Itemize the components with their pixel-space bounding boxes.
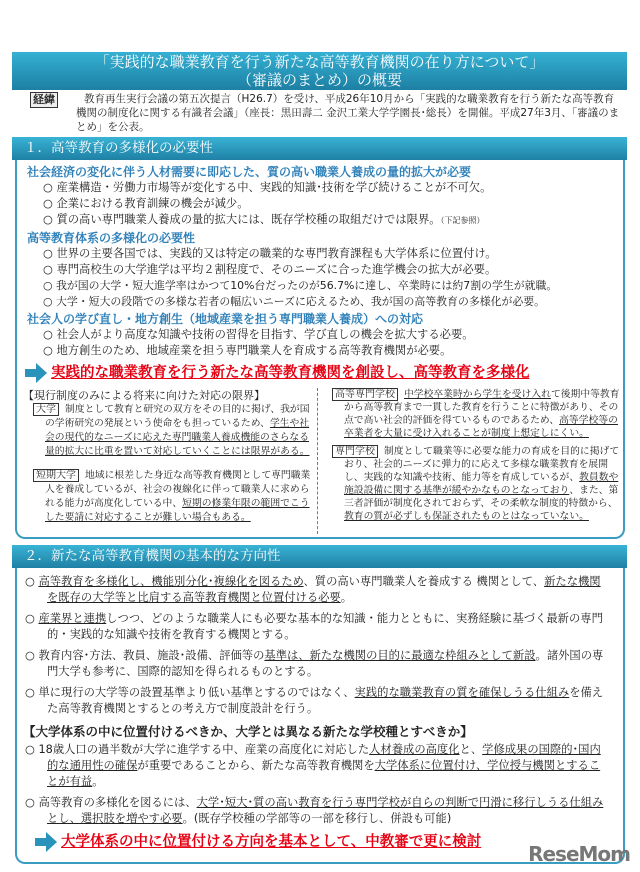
limit-kosen [332,388,621,440]
list-item: ○ 専門高校生の大学進学は平均２割程度で、そのニーズに合った進学機会の拡大が必要。 [43,263,497,276]
text-segment: ○ [25,575,39,588]
arrow-right-icon [25,363,47,383]
text-segment: が重要であることから、新たな高等教育機関を [137,759,375,772]
tag-kosen: 高等専門学校 [332,388,398,401]
see-below-note: （下記参照） [440,216,485,225]
text-segment: を備えた高等教育機関とするとの考え方で制度設計を行う。 [47,686,604,715]
tag-junior-college: 短期大学 [33,469,79,482]
text-segment: しつつ、どのような職業人にも必要な基本的な知識・能力とともに、実務経験に基づく最新の専門的・実践的な知識や技術を教育する機関とする。 [47,612,603,641]
text-segment: 。諸外国の専門大学も参考に、国際的認知を得られるものとする。 [47,649,604,678]
background-tag: 経緯 [30,92,58,108]
question-heading: 【大学体系の中に位置付けるべきか、大学とは異なる新たな学校種とすべきか】 [23,724,473,739]
background-note [30,92,620,134]
group-demand [17,164,623,229]
underlined-text: 短期の修業年限の範囲でこうした要請に対応することが難しい場合もある。 [45,498,310,523]
text-segment: 。(既存学校種の学部等の一部を移行し、併設も可能) [182,812,452,825]
underlined-text: 中学校卒業時から学生を受け入れ [404,389,551,400]
limits-right-column [317,388,621,534]
list-item: ○ 我が国の大学・短大進学率はかつて10%台だったのが56.7%に達し、卒業時には約7割の学生が就職。 [43,279,558,292]
list-item: ○ 大学・短大の段階での多様な若者の幅広いニーズに応えるため、我が国の高等教育の多様化が必要。 [43,295,546,308]
list-item-text: ○ 質の高い専門職業人養成の量的拡大には、既存学校種の取組だけでは限界。 [43,213,441,226]
list-item [25,742,611,790]
underlined-text: 大学･短大･質の高い教育を行う専門学校が自らの判断で円滑に移行しうる仕組みとし、選択肢を増やす必要 [47,796,604,825]
underlined-text: 実践的な職業教育の質を確保しうる仕組み [354,686,570,699]
title-line2: （審議のまとめ）の概要 [236,71,402,89]
text-body [45,470,310,523]
underlined-text: 人材養成の高度化 [369,743,460,756]
underlined-text: 新たな機関を既存の大学等と比肩する高等教育機関と位置付ける必要 [47,575,601,604]
underlined-text: 教育の質が必ずしも保証されたものとはなっていない。 [344,511,589,522]
underlined-text: 高等教育を多様化し、機能別分化･複線化を図るため [38,575,304,588]
group-diversification [17,230,623,310]
limit-junior-college [33,469,315,525]
underlined-text: 大学体系に位置付け、学位授与機関とすることが有益 [47,759,601,788]
limits-panel [23,388,623,534]
text-segment: ○ 高等教育の多様化を図るには、 [25,796,197,809]
underlined-text: 高等学校等の卒業者を大量に受け入れることが制度上想定しにくい。 [344,415,618,439]
group-heading: 社会人の学び直し・地方創生（地域産業を担う専門職業人養成）への対応 [27,312,424,326]
tag-university: 大学 [33,403,59,416]
text-segment: ○ 単に現行の大学等の設置基準より低い基準とするのではなく、 [25,686,355,699]
underlined-text: 学生や社会の現代的なニーズに応えた専門職業人養成機能のさらなる量的拡大に比重を置いて対応していくことには限界がある。 [45,418,310,457]
list-item: ○ 企業における教育訓練の機会が減少。 [43,197,249,210]
section2-header: ２．新たな高等教育機関の基本的な方向性 [12,545,627,568]
resemom-logo: ReseMom [528,842,630,866]
text-segment: 制度として職業等に必要な能力の育成を目的に掲げており、社会的ニーズに弾力的に応えて多様な職業教育を展開し、実践的な知識や技術、能力等を育成しているが、 [344,446,620,483]
limit-university [33,403,315,459]
group-heading: 高等教育体系の多様化の必要性 [27,231,196,245]
arrow-right-icon [35,832,57,852]
conclusion-text: 実践的な職業教育を行う新たな高等教育機関を創設し、高等教育を多様化 [51,365,530,381]
list-item [25,795,611,827]
limit-senmon [332,445,621,523]
text-segment: 。 [92,775,104,788]
conclusion-text: 大学体系の中に位置付ける方向を基本として、中教審で更に検討 [61,834,482,850]
text-segment: 地域に根差した身近な高等教育機関として専門職業人を養成しているが、社会の複線化に伴って職業人に求められる能力が高度化している中、 [45,470,311,509]
section2-box [15,568,625,864]
tag-senmon: 専門学校 [332,445,378,458]
group-relearning [17,311,623,359]
list-item [25,685,611,717]
text-segment: 制度として教育と研究の双方をその目的に掲げ、我が国の学術研究の発展という使命をも担っているため、 [45,404,310,429]
list-item [25,648,611,680]
group-heading: 社会経済の変化に伴う人材需要に即応した、質の高い職業人養成の量的拡大が必要 [27,165,472,179]
section1-conclusion [25,362,623,384]
text-segment: 、また、第三者評価が制度化されておらず、その柔軟な制度的特徴から、 [344,485,619,509]
list-item: ○ 地方創生のため、地域産業を担う専門職業人を育成する高等教育機関が必要。 [43,344,452,357]
text-segment: と、 [459,743,483,756]
text-body [344,446,619,522]
title-banner [12,52,627,90]
underlined-text: 学修成果の国際的･国内的な通用性の確保 [47,743,601,772]
list-item [43,212,623,229]
text-segment: 。 [340,591,353,604]
underlined-text: 教員数や施設設備に関する基準が緩やかなものとなっており [344,472,619,496]
text-segment: ○ [25,612,39,625]
list-item [25,574,611,606]
background-text: 教育再生実行会議の第五次提言（H26.7）を受け、平成26年10月から「実践的な職業教育を行う新たな高等教育機関の制度化に関する有識者会議」（座長：黒田壽二 金沢工業大学学園長･総長）を開催。平成27年3月、「審議のまとめ」を公表。 [76,93,620,133]
list-item [25,611,611,643]
underlined-text: 産業界と連携 [38,612,107,625]
section1-box [15,160,625,539]
title-line1: 「実践的な職業教育を行う新たな高等教育機関の在り方について」 [94,53,545,71]
limits-left-column [23,388,315,525]
list-item: ○ 産業構造・労働力市場等が変化する中、実践的知識･技術を学び続けることが不可欠。 [43,181,492,194]
text-segment: ○ 教育内容･方法、教員、施設･設備、評価等の [25,649,265,662]
text-segment: て後期中等教育から高等教育まで一貫した教育を行うことに特徴があり、その点で高い社会的評価を得ているものであるため、 [344,389,620,426]
list-item: ○ 社会人がより高度な知識や技術の習得を目指す、学び直しの機会を拡大する必要。 [43,328,474,341]
text-segment: ○ 18歳人口の過半数が大学に進学する中、産業の高度化に対応した [25,743,370,756]
list-item: ○ 世界の主要各国では、実践的又は特定の職業的な専門教育課程も大学体系に位置付け。 [43,247,497,260]
section1-header: １．高等教育の多様化の必要性 [12,137,627,160]
limits-title: 【現行制度のみによる将来に向けた対応の限界】 [23,389,265,402]
underlined-text: 基準は、新たな機関の目的に最適な枠組みとして新設 [264,649,536,662]
text-body [45,404,310,457]
text-segment: 、質の高い専門職業人を養成する 機関として、 [303,575,545,588]
